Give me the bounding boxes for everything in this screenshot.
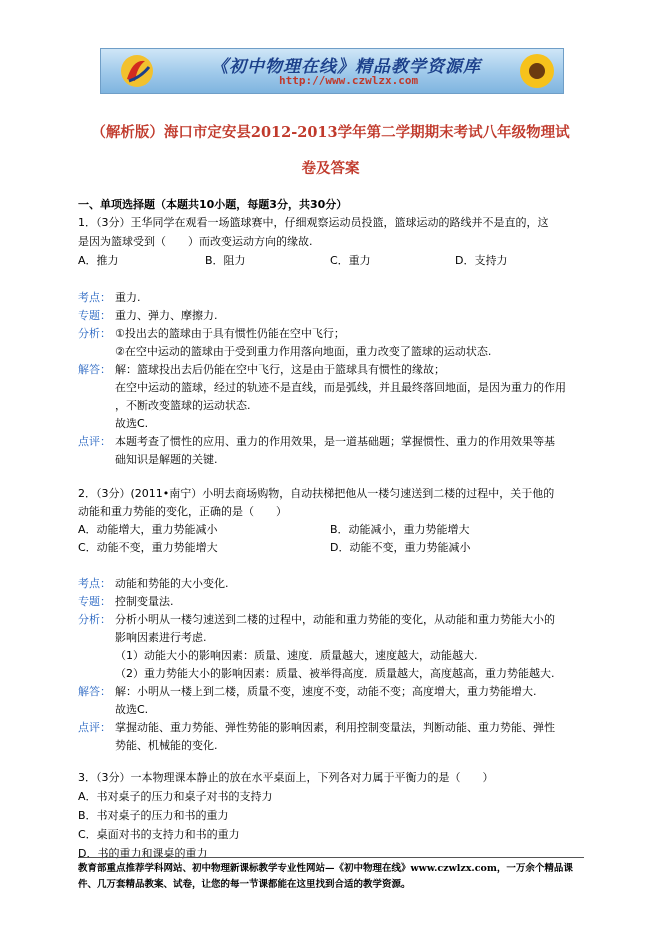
text-line: 故选C. (115, 417, 149, 430)
text-line: C．重力 (330, 254, 371, 267)
text-line: 掌握动能、重力势能、弹性势能的影响因素，利用控制变量法，判断动能、重力势能、弹性 (115, 721, 555, 734)
text-line: 础知识是解题的关键. (115, 453, 218, 466)
field-label: 分析： (78, 613, 111, 626)
text-line: 动能和重力势能的变化，正确的是（ ） (78, 505, 287, 518)
text-line: 重力、弹力、摩擦力. (115, 309, 218, 322)
page-footer (78, 857, 584, 893)
field-label: 点评： (78, 435, 111, 448)
text-line: ②在空中运动的篮球由于受到重力作用落向地面，重力改变了篮球的运动状态. (115, 345, 492, 358)
text-line: 分析小明从一楼匀速送到二楼的过程中，动能和重力势能的变化，从动能和重力势能大小的 (115, 613, 555, 626)
text-line: 在空中运动的篮球，经过的轨迹不是直线，而是弧线，并且最终落回地面，是因为重力的作用 (115, 381, 566, 394)
text-line: A．书对桌子的压力和桌子对书的支持力 (78, 790, 273, 803)
text-line: A．推力 (78, 254, 119, 267)
text-line: ①投出去的篮球由于具有惯性仍能在空中飞行； (115, 327, 345, 340)
text-line: 动能和势能的大小变化. (115, 577, 229, 590)
sunflower-icon (517, 51, 557, 91)
text-line: ，不断改变篮球的运动状态. (115, 399, 251, 412)
text-line: C．动能不变，重力势能增大 (78, 541, 218, 554)
field-label: 考点： (78, 577, 111, 590)
text-line: B．书对桌子的压力和书的重力 (78, 809, 229, 822)
footer-line: 件、几万套精品教案、试卷，让您的每一节课都能在这里找到合适的教学资源。 (78, 879, 411, 890)
text-line: A．动能增大，重力势能减小 (78, 523, 218, 536)
text-line: D．动能不变，重力势能减小 (330, 541, 471, 554)
document-title: （解析版）海口市定安县2012-2013学年第二学期期末考试八年级物理试 (91, 124, 570, 141)
text-line: 3．（3分）一本物理课本静止的放在水平桌面上，下列各对力属于平衡力的是（ ） (78, 771, 494, 784)
text-line: 是因为篮球受到（ ）而改变运动方向的缘故. (78, 235, 313, 248)
document-title-continued: 卷及答案 (301, 160, 360, 177)
text-line: 解：篮球投出去后仍能在空中飞行，这是由于篮球具有惯性的缘故； (115, 363, 445, 376)
site-logo-icon (119, 53, 155, 89)
text-line: 控制变量法. (115, 595, 174, 608)
banner-url: http://www.czwlzx.com (279, 74, 419, 87)
site-banner (100, 48, 564, 94)
text-line: D．支持力 (455, 254, 508, 267)
field-label: 专题： (78, 595, 111, 608)
text-line: 解：小明从一楼上到二楼，质量不变，速度不变，动能不变；高度增大，重力势能增大. (115, 685, 537, 698)
text-line: 影响因素进行考虑. (115, 631, 207, 644)
text-line: 故选C. (115, 703, 149, 716)
text-line: C．桌面对书的支持力和书的重力 (78, 828, 240, 841)
text-line: 2．（3分）(2011•南宁）小明去商场购物，自动扶梯把他从一楼匀速送到二楼的过程中，关于他的 (78, 487, 555, 500)
text-line: 本题考查了惯性的应用、重力的作用效果，是一道基础题；掌握惯性、重力的作用效果等基 (115, 435, 555, 448)
text-line: B．阻力 (205, 254, 246, 267)
text-line: B．动能减小，重力势能增大 (330, 523, 470, 536)
section-heading: 一、单项选择题（本题共10小题，每题3分，共30分） (78, 198, 348, 211)
text-line: 1．（3分）王华同学在观看一场篮球赛中，仔细观察运动员投篮，篮球运动的路线并不是直的，这 (78, 216, 549, 229)
field-label: 考点： (78, 291, 111, 304)
text-line: （2）重力势能大小的影响因素：质量、被举得高度．质量越大，高度越高，重力势能越大. (115, 667, 555, 680)
field-label: 点评： (78, 721, 111, 734)
text-line: 势能、机械能的变化. (115, 739, 218, 752)
field-label: 分析： (78, 327, 111, 340)
text-line: （1）动能大小的影响因素：质量、速度．质量越大，速度越大，动能越大. (115, 649, 478, 662)
field-label: 解答： (78, 685, 111, 698)
field-label: 解答： (78, 363, 111, 376)
field-label: 专题： (78, 309, 111, 322)
footer-line: 教育部重点推荐学科网站、初中物理新课标教学专业性网站—《初中物理在线》www.czwlzx.com，一万余个精品课 (78, 863, 573, 874)
text-line: 重力. (115, 291, 141, 304)
text-line: D．书的重力和课桌的重力 (78, 847, 208, 860)
banner-title: 《初中物理在线》精品教学资源库 (211, 57, 481, 77)
